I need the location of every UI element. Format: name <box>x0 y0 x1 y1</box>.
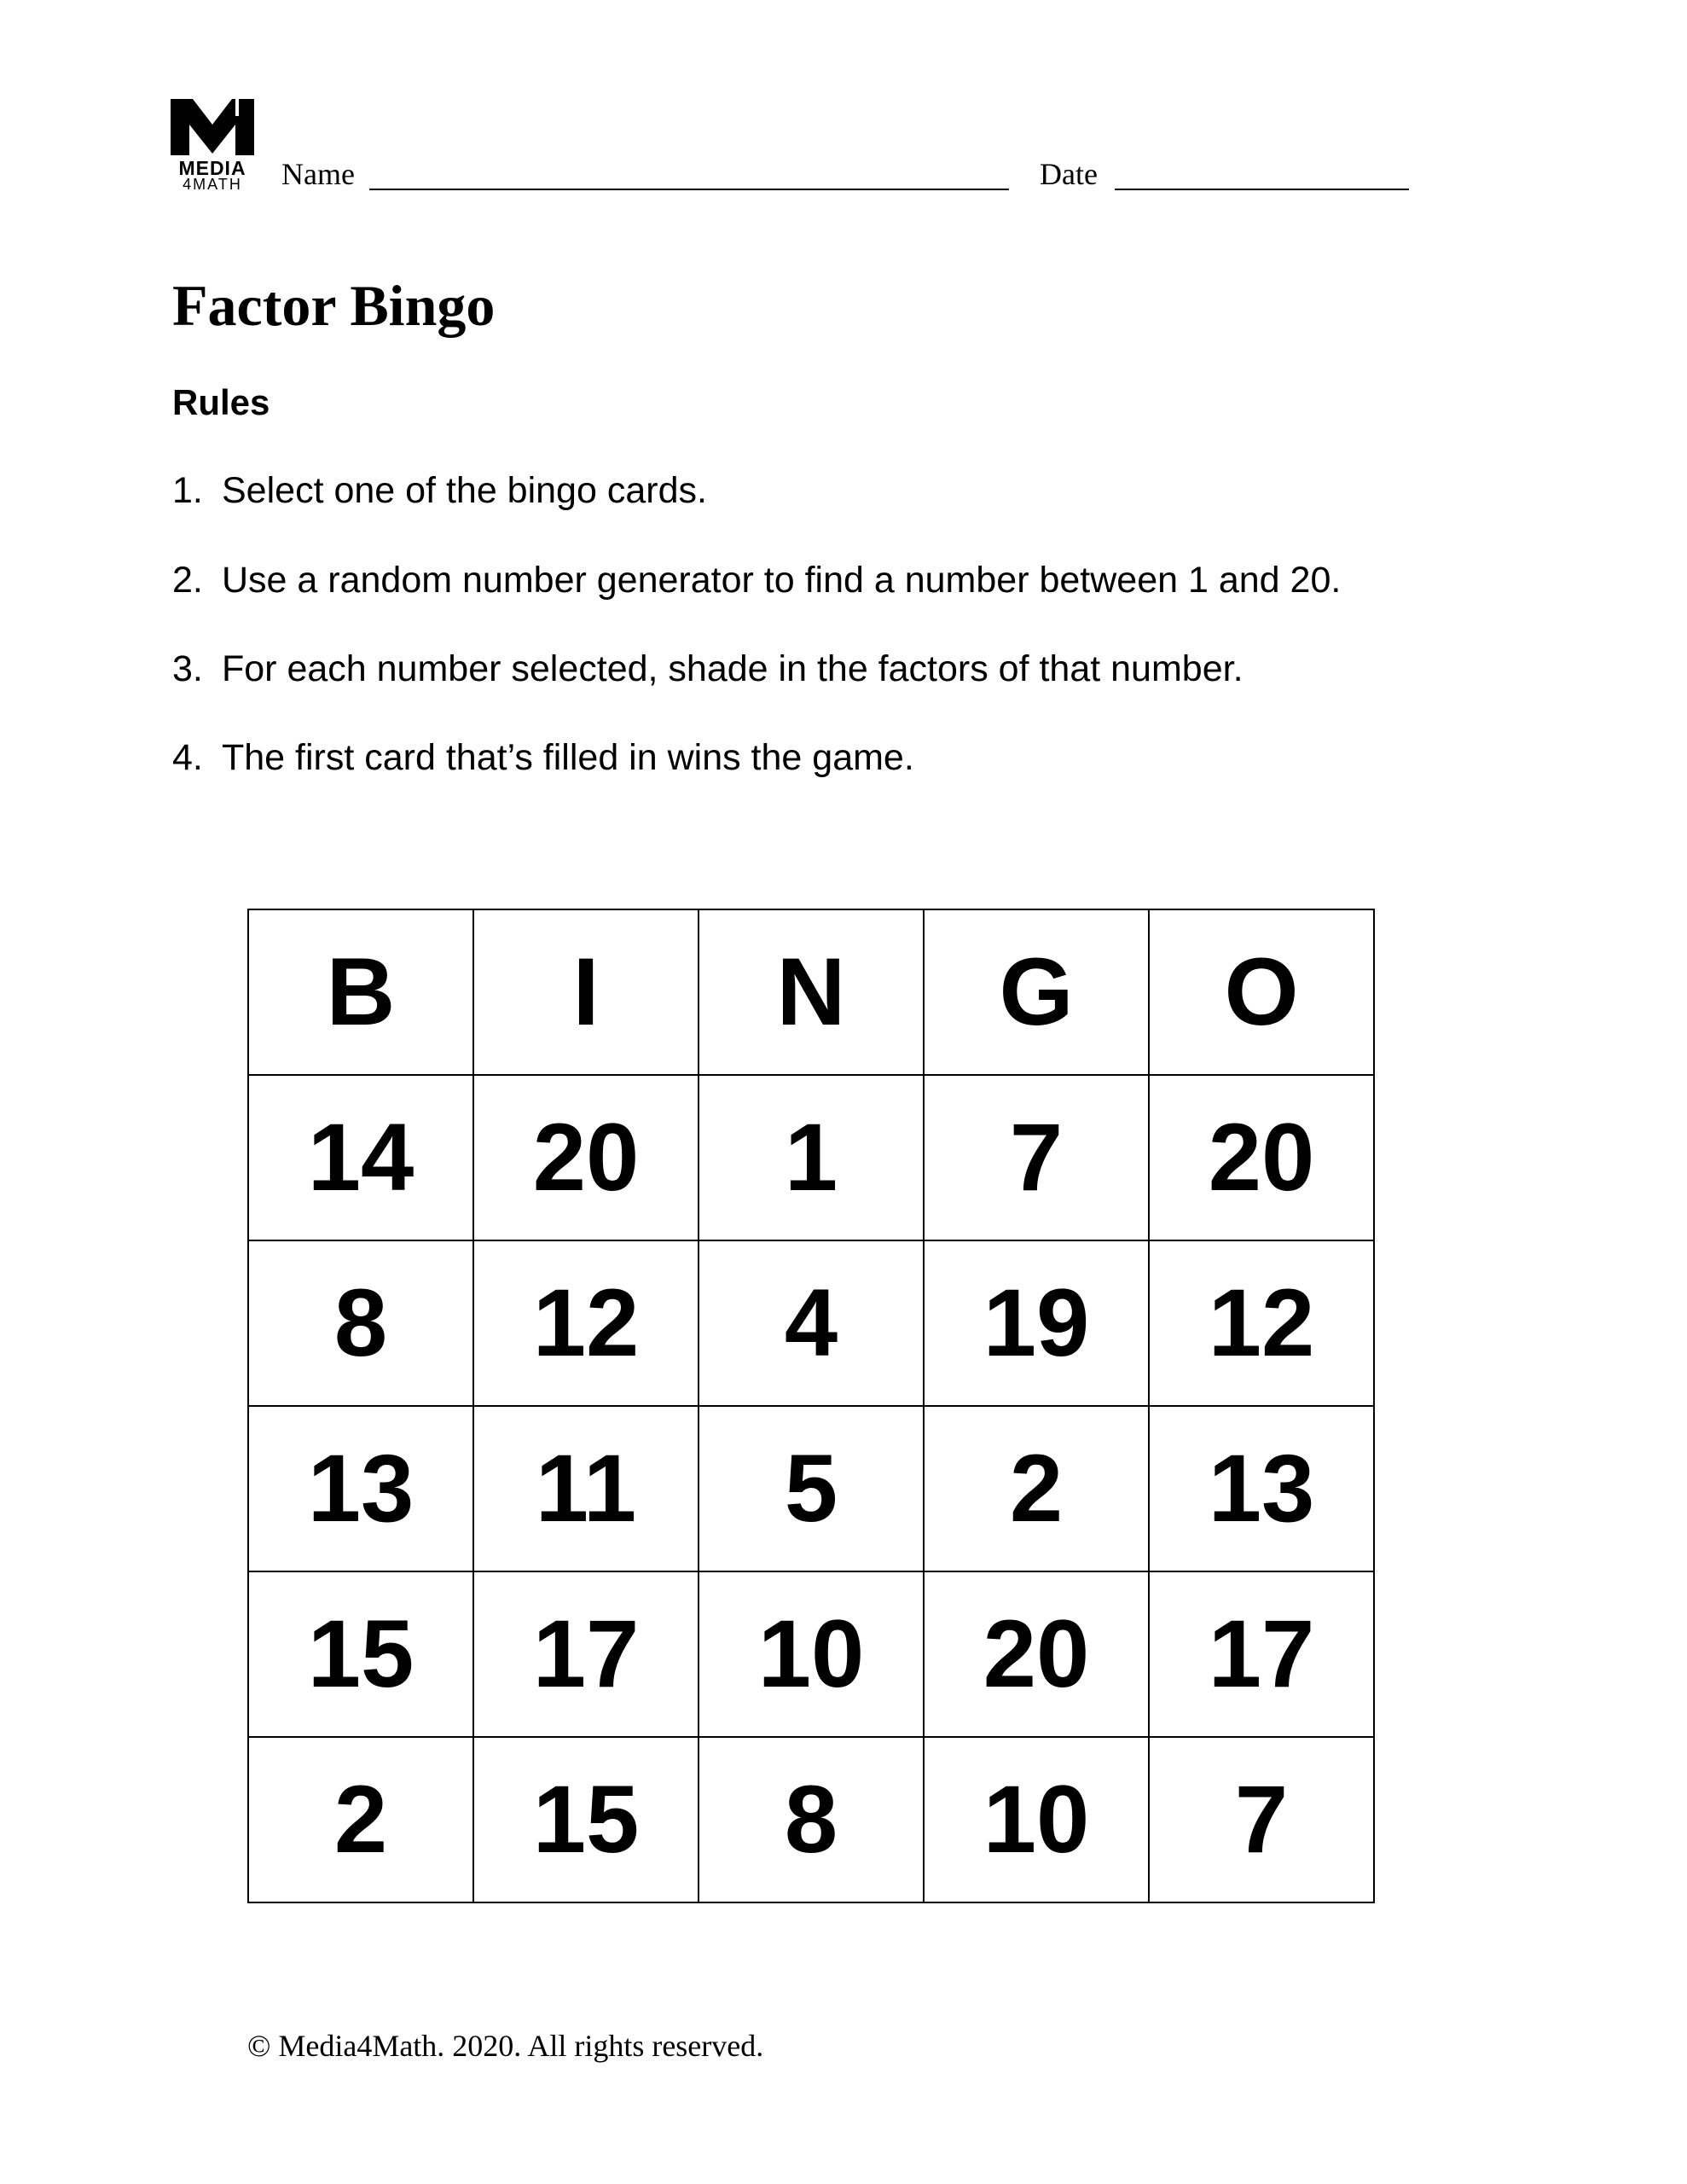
bingo-cell[interactable]: 20 <box>1149 1075 1374 1240</box>
bingo-row <box>248 1075 1374 1240</box>
rule-item <box>172 559 1341 601</box>
bingo-header-row <box>248 909 1374 1075</box>
bingo-cell[interactable]: 12 <box>1149 1240 1374 1406</box>
rule-text: The first card that’s filled in wins the game. <box>222 737 914 778</box>
bingo-cell[interactable]: 5 <box>699 1406 924 1571</box>
name-field-line[interactable] <box>369 189 1009 190</box>
date-field-line[interactable] <box>1115 189 1409 190</box>
bingo-cell[interactable]: 1 <box>699 1075 924 1240</box>
bingo-cell[interactable]: 7 <box>924 1075 1149 1240</box>
bingo-cell[interactable]: 4 <box>699 1240 924 1406</box>
bingo-cell[interactable]: 15 <box>248 1571 473 1737</box>
bingo-row <box>248 1737 1374 1902</box>
name-label: Name <box>281 157 355 191</box>
bingo-row <box>248 1240 1374 1406</box>
bingo-cell[interactable]: 17 <box>473 1571 699 1737</box>
bingo-cell[interactable]: 14 <box>248 1075 473 1240</box>
bingo-cell[interactable]: 2 <box>924 1406 1149 1571</box>
bingo-cell[interactable]: 10 <box>699 1571 924 1737</box>
page-title: Factor Bingo <box>172 273 496 338</box>
bingo-cell[interactable]: 13 <box>248 1406 473 1571</box>
bingo-cell[interactable]: 12 <box>473 1240 699 1406</box>
bingo-header-b: B <box>248 909 473 1075</box>
bingo-cell[interactable]: 8 <box>248 1240 473 1406</box>
rule-number: 2. <box>172 560 203 601</box>
rule-item <box>172 648 1244 690</box>
rule-number: 4. <box>172 737 203 778</box>
bingo-row <box>248 1406 1374 1571</box>
bingo-cell[interactable]: 13 <box>1149 1406 1374 1571</box>
bingo-header-n: N <box>699 909 924 1075</box>
bingo-header-o: O <box>1149 909 1374 1075</box>
rule-text: Select one of the bingo cards. <box>222 470 707 511</box>
logo-media-text: MEDIA <box>178 157 246 179</box>
bingo-cell[interactable]: 17 <box>1149 1571 1374 1737</box>
rule-item <box>172 469 707 512</box>
bingo-cell[interactable]: 10 <box>924 1737 1149 1902</box>
rule-number: 1. <box>172 470 203 511</box>
rule-text: For each number selected, shade in the factors of that number. <box>222 648 1244 689</box>
copyright-notice: © Media4Math. 2020. All rights reserved. <box>247 2029 764 2063</box>
bingo-cell[interactable]: 2 <box>248 1737 473 1902</box>
bingo-cell[interactable]: 7 <box>1149 1737 1374 1902</box>
bingo-cell[interactable]: 15 <box>473 1737 699 1902</box>
media4math-logo <box>171 99 254 193</box>
m-letter-logo-icon <box>171 99 254 155</box>
bingo-card <box>247 909 1375 1903</box>
bingo-cell[interactable]: 20 <box>473 1075 699 1240</box>
bingo-cell[interactable]: 11 <box>473 1406 699 1571</box>
rule-number: 3. <box>172 648 203 689</box>
rule-item <box>172 736 914 779</box>
rule-text: Use a random number generator to find a number between 1 and 20. <box>222 560 1342 601</box>
bingo-cell[interactable]: 19 <box>924 1240 1149 1406</box>
bingo-header-g: G <box>924 909 1149 1075</box>
bingo-header-i: I <box>473 909 699 1075</box>
date-label: Date <box>1040 157 1098 191</box>
logo-4math-text: 4MATH <box>183 176 242 193</box>
bingo-row <box>248 1571 1374 1737</box>
bingo-cell[interactable]: 8 <box>699 1737 924 1902</box>
rules-heading: Rules <box>172 382 270 422</box>
bingo-cell[interactable]: 20 <box>924 1571 1149 1737</box>
